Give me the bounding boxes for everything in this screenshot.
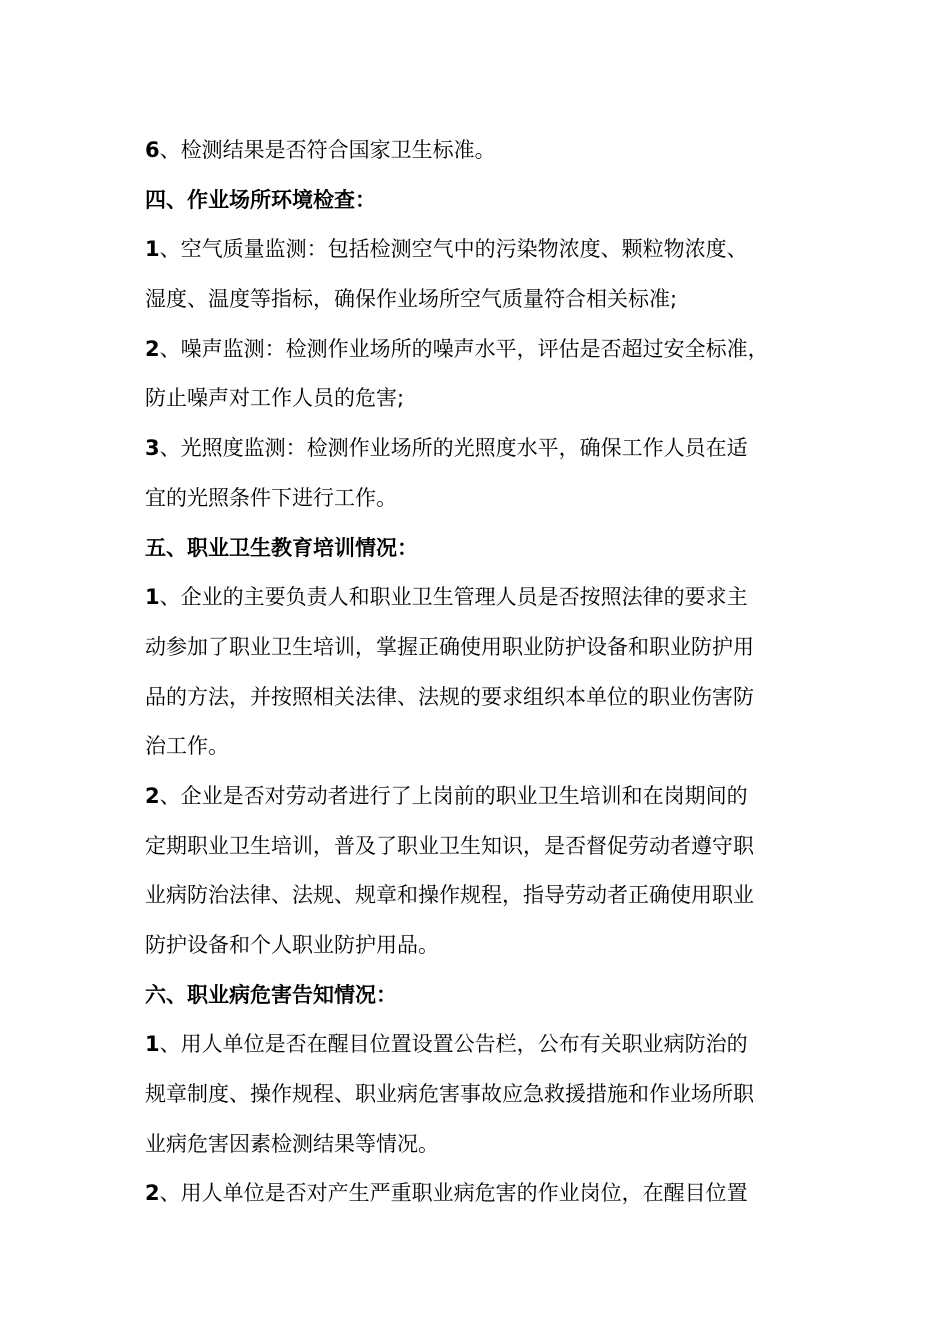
item-number: 2 <box>145 1181 160 1206</box>
text-line: 业病危害因素检测结果等情况。 <box>145 1131 439 1156</box>
section-heading: 五、职业卫生教育培训情况： <box>145 535 418 560</box>
item-text: 、企业是否对劳动者进行了上岗前的职业卫生培训和在岗期间的 <box>159 783 748 808</box>
item-number: 1 <box>145 237 160 262</box>
section-heading: 六、职业病危害告知情况： <box>145 982 397 1007</box>
text-line: 品的方法，并按照相关法律、法规的要求组织本单位的职业伤害防 <box>145 684 754 709</box>
item-number: 2 <box>145 783 160 808</box>
text-line: 宜的光照条件下进行工作。 <box>145 485 397 510</box>
text-line: 业病防治法律、法规、规章和操作规程，指导劳动者正确使用职业 <box>145 883 754 908</box>
text-line: 规章制度、操作规程、职业病危害事故应急救援措施和作业场所职 <box>145 1082 754 1107</box>
list-item <box>145 772 825 822</box>
list-item <box>145 325 825 375</box>
item-number: 3 <box>145 436 160 461</box>
item-text: 、噪声监测：检测作业场所的噪声水平，评估是否超过安全标准， <box>159 336 769 361</box>
text-line: 湿度、温度等指标，确保作业场所空气质量符合相关标准; <box>145 287 678 312</box>
section-heading: 四、作业场所环境检查： <box>145 187 376 212</box>
item-text: 、检测结果是否符合国家卫生标准。 <box>159 138 496 162</box>
list-item <box>145 1169 825 1219</box>
item-number: 1 <box>145 585 160 610</box>
item-number: 1 <box>145 1032 160 1057</box>
list-item <box>145 424 825 474</box>
item-number: 6 <box>145 138 160 162</box>
text-line: 定期职业卫生培训，普及了职业卫生知识，是否督促劳动者遵守职 <box>145 833 754 858</box>
text-line: 动参加了职业卫生培训，掌握正确使用职业防护设备和职业防护用 <box>145 634 754 659</box>
list-item <box>145 573 825 623</box>
document-body <box>145 126 825 1219</box>
list-item <box>145 126 825 176</box>
item-text: 、企业的主要负责人和职业卫生管理人员是否按照法律的要求主 <box>159 585 748 610</box>
list-item <box>145 1020 825 1070</box>
item-text: 、光照度监测：检测作业场所的光照度水平，确保工作人员在适 <box>159 436 748 461</box>
text-line: 防止噪声对工作人员的危害; <box>145 386 405 411</box>
item-text: 、用人单位是否对产生严重职业病危害的作业岗位，在醒目位置 <box>159 1181 748 1206</box>
text-line: 治工作。 <box>145 734 229 759</box>
item-text: 、用人单位是否在醒目位置设置公告栏，公布有关职业病防治的 <box>159 1032 748 1057</box>
item-text: 、空气质量监测：包括检测空气中的污染物浓度、颗粒物浓度、 <box>159 237 748 262</box>
item-number: 2 <box>145 336 160 361</box>
text-line: 防护设备和个人职业防护用品。 <box>145 933 439 957</box>
list-item <box>145 225 825 275</box>
